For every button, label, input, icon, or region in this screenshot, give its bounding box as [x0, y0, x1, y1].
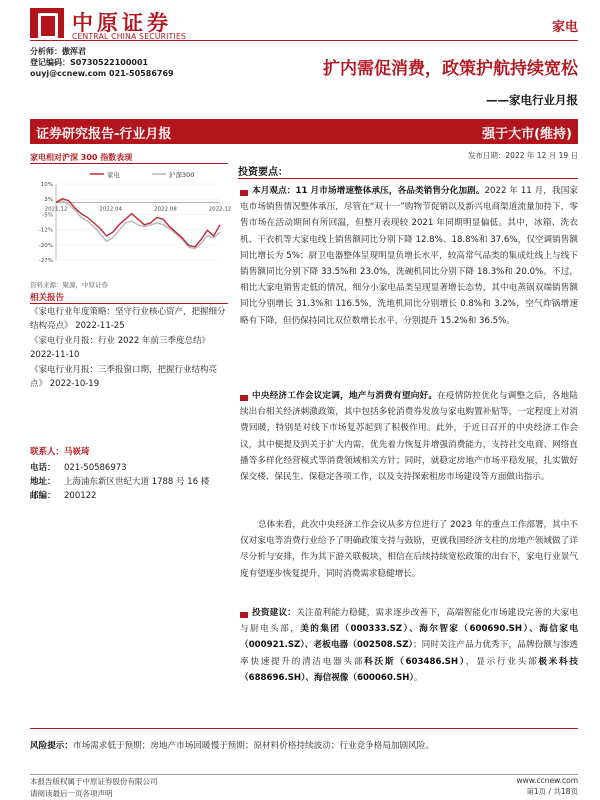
- rating: 强于大市(维持): [482, 127, 572, 142]
- paragraph-body: ，显示行业头部: [465, 656, 539, 667]
- copyright-text: 本报告版权属于中原证券股份有限公司: [30, 777, 158, 786]
- related-report-item[interactable]: [30, 334, 230, 362]
- related-report-title[interactable]: 《家电行业月报：行业 2022 年前三季度总结》: [30, 336, 211, 346]
- risk-warning: [30, 738, 578, 754]
- paragraph-heading: 中央经济工作会议定调，地产与消费有望向好。: [252, 391, 438, 401]
- risk-text: 市场需求低于预期；房地产市场回暖慢于预期；原材料价格持续波动；行业竞争格局加剧风险。: [72, 741, 434, 751]
- series-line-csi300: [56, 201, 220, 249]
- paragraph-body: 。: [413, 672, 423, 683]
- y-tick-label: -27%: [38, 258, 53, 264]
- header-divider: [30, 40, 578, 41]
- legend-label: 沪深300: [169, 171, 195, 179]
- stock-list: 美的集团（000333.SZ）、海尔智家（600690.SH）、海信家电（000921.SZ）、老板电器（002508.SZ）: [240, 624, 578, 651]
- related-report-title[interactable]: 《家电行业月报：三季报窗口期，把握行业结构亮点》: [30, 365, 218, 389]
- paragraph-heading: 投资建议：: [252, 608, 297, 618]
- paragraph-body: 总体来看，此次中央经济工作会议从多方位进行了 2023 年的重点工作部署，其中不仅对家电等消费行业给予了明确政策支持与鼓励，更就我国经济支柱的房地产领域做了详尽分析与安排，作为其下游关联板块，相信在后续持续宽松政策的出台下，家电行业景气度有望逐步恢复提升，同时消费需求稳健增长。: [240, 520, 578, 579]
- publish-date: 发布日期：2022 年 12 月 19 日: [467, 151, 578, 160]
- related-reports-list: [30, 305, 230, 392]
- footer-left: [30, 776, 158, 800]
- paragraph-body: ；同时关注产品力优秀下，品牌份额与渗透率快速提升的清洁电器头部: [240, 640, 578, 667]
- investment-divider: [238, 178, 578, 179]
- related-report-date: 2022-10-19: [49, 379, 100, 389]
- zip-label: 邮编：: [30, 491, 56, 501]
- stock-list: 极米科技（688696.SH）、海信视像（600060.SH）: [240, 656, 578, 683]
- analyst-contact: ouyj@ccnew.com 021-50586769: [30, 69, 174, 78]
- report-type: 证券研究报告-行业月报: [36, 127, 172, 142]
- paragraph-summary: [240, 517, 578, 582]
- paragraph-heading: 本月观点：11 月市场增速整体承压，各品类销售分化加剧。: [252, 186, 485, 196]
- y-tick-label: 3%: [44, 197, 53, 204]
- x-tick-label: 2022.12: [208, 206, 232, 213]
- performance-chart: [30, 168, 232, 280]
- address-label: 地址：: [30, 477, 56, 487]
- y-tick-label: -12%: [38, 227, 53, 234]
- logo-subtext: CENTRAL CHINA SECURITIES: [72, 32, 187, 41]
- contact-person-label: 联系人：: [30, 447, 65, 457]
- disclaimer-note: 请阅读最后一页各项声明: [30, 789, 113, 798]
- related-report-item[interactable]: [30, 305, 230, 333]
- stock-list: 科沃斯（603486.SH）: [364, 656, 466, 667]
- risk-title: 风险提示：: [30, 741, 73, 751]
- y-tick-label: -5%: [42, 212, 53, 219]
- y-tick-label: 10%: [40, 182, 53, 188]
- logo-text: 中原证券: [72, 11, 172, 35]
- reg-code: S0730522100001: [70, 58, 149, 67]
- analyst-label: 分析师：: [30, 47, 62, 56]
- related-report-item[interactable]: [30, 363, 230, 391]
- report-subtitle: ——家电行业月报: [486, 93, 578, 107]
- report-title: 扩内需促消费，政策护航持续宽松: [323, 59, 578, 79]
- related-report-date: 2022-11-25: [75, 321, 125, 331]
- legend-label: 家电: [107, 171, 120, 179]
- paragraph-monthly-view: [240, 183, 578, 329]
- x-tick-label: 2022.04: [99, 206, 123, 213]
- footer-divider: [30, 774, 578, 775]
- x-tick-label: 2021.12: [44, 206, 68, 213]
- footer-right: [526, 786, 578, 797]
- related-report-date: 2022-11-10: [30, 350, 80, 360]
- analyst-info: [30, 46, 174, 79]
- chart-title: 家电相对沪深 300 指数表现: [30, 153, 133, 162]
- risk-divider: [30, 728, 578, 729]
- related-divider: [30, 303, 228, 304]
- phone-value: 021-50586973: [64, 463, 127, 473]
- investment-points-title: 投资要点：: [238, 167, 288, 178]
- paragraph-body: 2022 年 11 月，我国家电市场销售情况整体承压，尽管在“双十一”购物节促销以及新兴电商渠道流量加持下，零售市场在活动期间有所回温，但整月表现较 2021 年同期明显偏低。其中，冰箱、洗衣机、干衣机等大家电线上销售额同比分别下降 12.8%、18.8%和 37.6%，仅空调销售额同比增长为 5%；厨卫电器整体呈现明显负增长水平，较高常气品类的集成灶线上与线下销售额同比分别下降 33.5%和 23.0%，洗碗机同比分别下降 18.3%和 20.0%。不过，相比大家电销售走低的情况，细分小家电品类呈现显著增长态势，其中电蒸锅双端销售额同比分别增长 31.3%和 116.5%，洗地机同比分别增长 0.8%和 3.2%，空气炸锅增速略有下降，但仍保持同比双位数增长水平，分别提升 15.2%和 36.5%。: [240, 186, 578, 326]
- related-report-title[interactable]: 《家电行业年度策略：坚守行业核心资产，把握细分结构亮点》: [30, 307, 226, 331]
- paragraph-policy: [240, 388, 578, 485]
- y-tick-label: -20%: [38, 242, 53, 249]
- paragraph-investment-advice: [240, 605, 578, 686]
- website-url[interactable]: www.ccnew.com: [516, 776, 578, 785]
- contact-person: 马嵚琦: [64, 447, 90, 457]
- x-tick-label: 2022.08: [153, 206, 177, 213]
- chart-source: 资料来源：聚源，中原证券: [30, 281, 108, 289]
- paragraph-body: 在疫情防控优化与调整之后，各地陆续出台相关经济刺激政策，其中包括多轮消费券发放与家电购置补贴等，一定程度上对消费回暖，特别是对线下市场复苏起到了积极作用。此外，于近日召开的中央经济工作会议，其中便提及到关于扩大内需，优先着力恢复并增强消费能力，支持社交电商、网络直播等多样化经营模式等消费领域相关方针；同时，就稳定房地产市场平稳发展，扎实做好保交楼、保民生、保稳定各项工作，以及支持探索租房市场建设等方面做出指示。: [240, 391, 578, 483]
- logo-mark: [30, 8, 64, 38]
- page-number: 第1页 / 共18页: [526, 787, 578, 796]
- series-line-appliance: [56, 199, 220, 247]
- chart-divider: [30, 163, 228, 164]
- related-reports-title: 相关报告: [30, 293, 65, 303]
- analyst-name: 傲浑君: [62, 47, 86, 56]
- reg-label: 登记编码：: [30, 58, 70, 67]
- address-value: 上海浦东新区世纪大道 1788 号 16 楼: [64, 477, 210, 487]
- industry-category: 家电: [551, 20, 578, 35]
- contact-block: [30, 445, 230, 503]
- paragraph-body: 关注盈利能力稳健，需求逐步改善下，高端智能化市场建设完善的大家电与厨电头部，: [240, 608, 578, 635]
- phone-label: 电话：: [30, 463, 56, 473]
- zip-value: 200122: [64, 491, 97, 501]
- report-banner: [30, 119, 578, 144]
